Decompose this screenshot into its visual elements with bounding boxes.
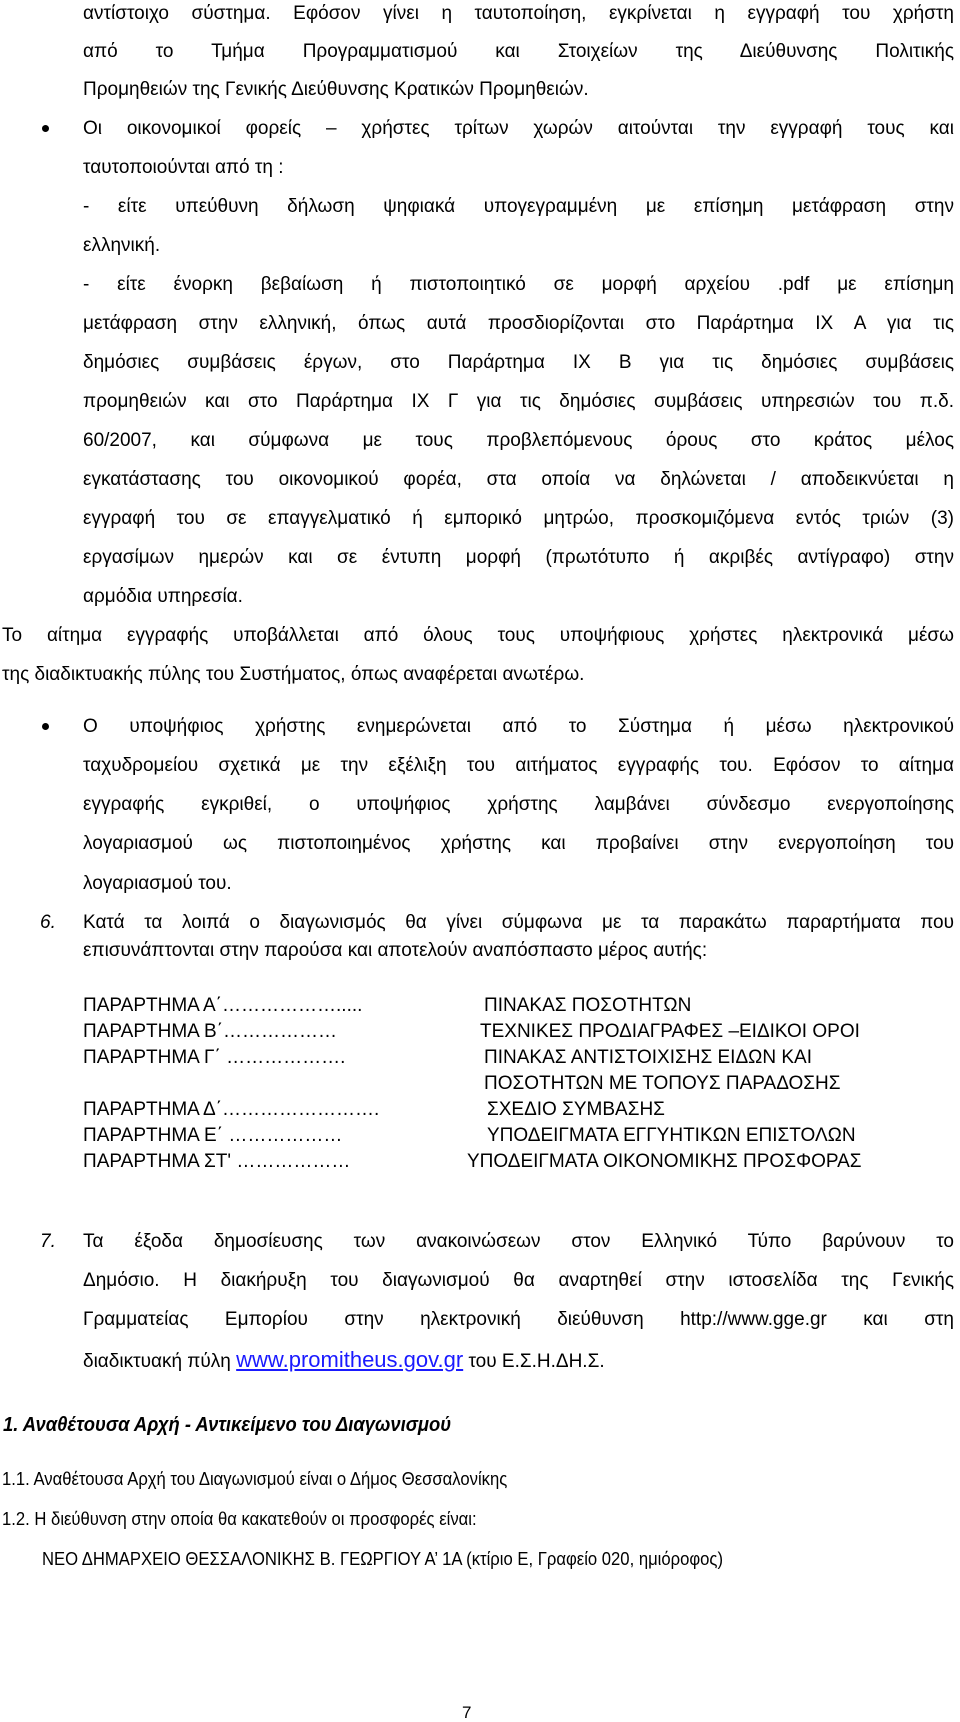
- para3-line-1: Το αίτημα εγγραφής υποβάλλεται από όλους τους υποψήφιους χρήστες ηλεκτρονικά μέσω: [2, 625, 954, 646]
- annex-title: ΠΙΝΑΚΑΣ ΑΝΤΙΣΤΟΙΧΙΣΗΣ ΕΙΔΩΝ ΚΑΙ: [484, 1047, 812, 1068]
- para4-line-4: λογαριασμού ως πιστοποιημένος χρήστης και προβαίνει στην ενεργοποίηση του: [83, 833, 954, 854]
- para2-line-4: ελληνική.: [83, 235, 161, 256]
- annex-row: [83, 1099, 665, 1120]
- bullet-icon: [42, 723, 49, 730]
- item7-line-3: Γραμματείας Εμπορίου στην ηλεκτρονική διεύθυνση http://www.gge.gr και στη: [83, 1309, 954, 1330]
- item7-line-2: Δημόσιο. Η διακήρυξη του διαγωνισμού θα αναρτηθεί στην ιστοσελίδα της Γενικής: [83, 1270, 954, 1291]
- address: ΝΕΟ ΔΗΜΑΡΧΕΙΟ ΘΕΣΣΑΛΟΝΙΚΗΣ Β. ΓΕΩΡΓΙΟΥ Α’ 1Α (κτίριο Ε, Γραφείο 020, ημιόροφος): [42, 1548, 723, 1569]
- para4-line-1: Ο υποψήφιος χρήστης ενημερώνεται από το Σύστημα ή μέσω ηλεκτρονικού: [83, 716, 954, 737]
- para3-line-2: της διαδικτυακής πύλης του Συστήματος, όπως αναφέρεται ανωτέρω.: [2, 664, 585, 685]
- annex-row: [83, 1047, 841, 1094]
- para2-line-11: εγγραφή του σε επαγγελματικό ή εμπορικό μητρώο, προσκομιζόμενα εντός τριών (3): [83, 508, 954, 529]
- para2-line-2: ταυτοποιούνται από τη :: [83, 157, 284, 178]
- bullet-icon: [42, 125, 49, 132]
- annex-label: ΠΑΡΑΡΤΗΜΑ Β΄………………: [83, 1021, 338, 1042]
- para2-line-1: Οι οικονομικοί φορείς – χρήστες τρίτων χωρών αιτούνται την εγγραφή τους και: [83, 118, 954, 139]
- para2-line-12: εργασίμων ημερών και σε έντυπη μορφή (πρωτότυπο ή ακριβές αντίγραφο) στην: [83, 547, 954, 568]
- para2-line-9: 60/2007, και σύμφωνα με τους προβλεπόμενους όρους στο κράτος μέλος: [83, 430, 954, 451]
- para1-line-3: Προμηθειών της Γενικής Διεύθυνσης Κρατικών Προμηθειών.: [83, 79, 589, 100]
- para4-line-3: εγγραφής εγκριθεί, ο υποψήφιος χρήστης λαμβάνει σύνδεσμο ενεργοποίησης: [83, 794, 954, 815]
- annex-label: ΠΑΡΑΡΤΗΜΑ Γ΄ ……………….: [83, 1047, 346, 1068]
- annex-title: ΤΕΧΝΙΚΕΣ ΠΡΟΔΙΑΓΡΑΦΕΣ –ΕΙΔΙΚΟΙ ΟΡΟΙ: [480, 1021, 860, 1042]
- annex-label: ΠΑΡΑΡΤΗΜΑ Α΄……………….....: [83, 995, 363, 1016]
- section-heading: 1. Αναθέτουσα Αρχή - Αντικείμενο του Διαγωνισμού: [3, 1414, 452, 1436]
- annex-row: [83, 1125, 856, 1146]
- annex-row: [83, 1021, 860, 1042]
- item7-line-4-prefix: διαδικτυακή πύλη: [83, 1351, 237, 1372]
- item-1-1: 1.1. Αναθέτουσα Αρχή του Διαγωνισμού είναι ο Δήμος Θεσσαλονίκης: [2, 1468, 508, 1489]
- para2-line-8: προμηθειών και στο Παράρτημα ΙΧ Γ για τις δημόσιες συμβάσεις υπηρεσιών του π.δ.: [83, 391, 954, 412]
- item7-line-4-suffix: του Ε.Σ.Η.ΔΗ.Σ.: [463, 1351, 605, 1372]
- annex-title: ΥΠΟΔΕΙΓΜΑΤΑ ΟΙΚΟΝΟΜΙΚΗΣ ΠΡΟΣΦΟΡΑΣ: [467, 1151, 862, 1172]
- item6-line-2: επισυνάπτονται στην παρούσα και αποτελούν αναπόσπαστο μέρος αυτής:: [83, 940, 708, 961]
- annex-row: [83, 1151, 862, 1172]
- annex-label: ΠΑΡΑΡΤΗΜΑ Δ΄…………………….: [83, 1099, 380, 1120]
- item7-line-1: Τα έξοδα δημοσίευσης των ανακοινώσεων στον Ελληνικό Τύπο βαρύνουν το: [83, 1231, 954, 1252]
- para1-line-2: από το Τμήμα Προγραμματισμού και Στοιχείων της Διεύθυνσης Πολιτικής: [83, 41, 954, 62]
- annex-title: ΥΠΟΔΕΙΓΜΑΤΑ ΕΓΓΥΗΤΙΚΩΝ ΕΠΙΣΤΟΛΩΝ: [487, 1125, 856, 1146]
- para4-line-2: ταχυδρομείου σχετικά με την εξέλιξη του αιτήματος εγγραφής του. Εφόσον το αίτημα: [83, 755, 954, 776]
- annex-label: ΠΑΡΑΡΤΗΜΑ Ε΄ ………………: [83, 1125, 343, 1146]
- item6-number: 6.: [40, 912, 56, 933]
- annex-row: [83, 995, 692, 1016]
- item7-line-4: [83, 1349, 605, 1371]
- item6-line-1: Κατά τα λοιπά ο διαγωνισμός θα γίνει σύμφωνα με τα παρακάτω παραρτήματα που: [83, 912, 954, 933]
- para2-line-3: - είτε υπεύθυνη δήλωση ψηφιακά υπογεγραμμένη με επίσημη μετάφραση στην: [83, 196, 954, 217]
- para2-line-5: - είτε ένορκη βεβαίωση ή πιστοποιητικό σε μορφή αρχείου .pdf με επίσημη: [83, 274, 954, 295]
- page-number: 7: [462, 1703, 472, 1722]
- para2-line-10: εγκατάστασης του οικονομικού φορέα, στα οποία να δηλώνεται / αποδεικνύεται η: [83, 469, 954, 490]
- annex-title: ΠΙΝΑΚΑΣ ΠΟΣΟΤΗΤΩΝ: [484, 995, 692, 1016]
- para2-line-13: αρμόδια υπηρεσία.: [83, 586, 243, 607]
- item7-number: 7.: [40, 1231, 56, 1252]
- para4-line-5: λογαριασμού του.: [83, 873, 232, 894]
- promitheus-link[interactable]: www.promitheus.gov.gr: [236, 1347, 464, 1372]
- para2-line-7: δημόσιες συμβάσεις έργων, στο Παράρτημα ΙΧ Β για τις δημόσιες συμβάσεις: [83, 352, 954, 373]
- para2-line-6: μετάφραση στην ελληνική, όπως αυτά προσδιορίζονται στο Παράρτημα ΙΧ Α για τις: [83, 313, 954, 334]
- item-1-2: 1.2. Η διεύθυνση στην οποία θα κακατεθούν οι προσφορές είναι:: [2, 1508, 477, 1529]
- annex-title-continued: ΠΟΣΟΤΗΤΩΝ ΜΕ ΤΟΠΟΥΣ ΠΑΡΑΔΟΣΗΣ: [484, 1073, 841, 1094]
- annex-title: ΣΧΕΔΙΟ ΣΥΜΒΑΣΗΣ: [487, 1099, 665, 1120]
- para1-line-1: αντίστοιχο σύστημα. Εφόσον γίνει η ταυτοποίηση, εγκρίνεται η εγγραφή του χρήστη: [83, 3, 954, 24]
- annex-label: ΠΑΡΑΡΤΗΜΑ ΣΤ' ………………: [83, 1151, 351, 1172]
